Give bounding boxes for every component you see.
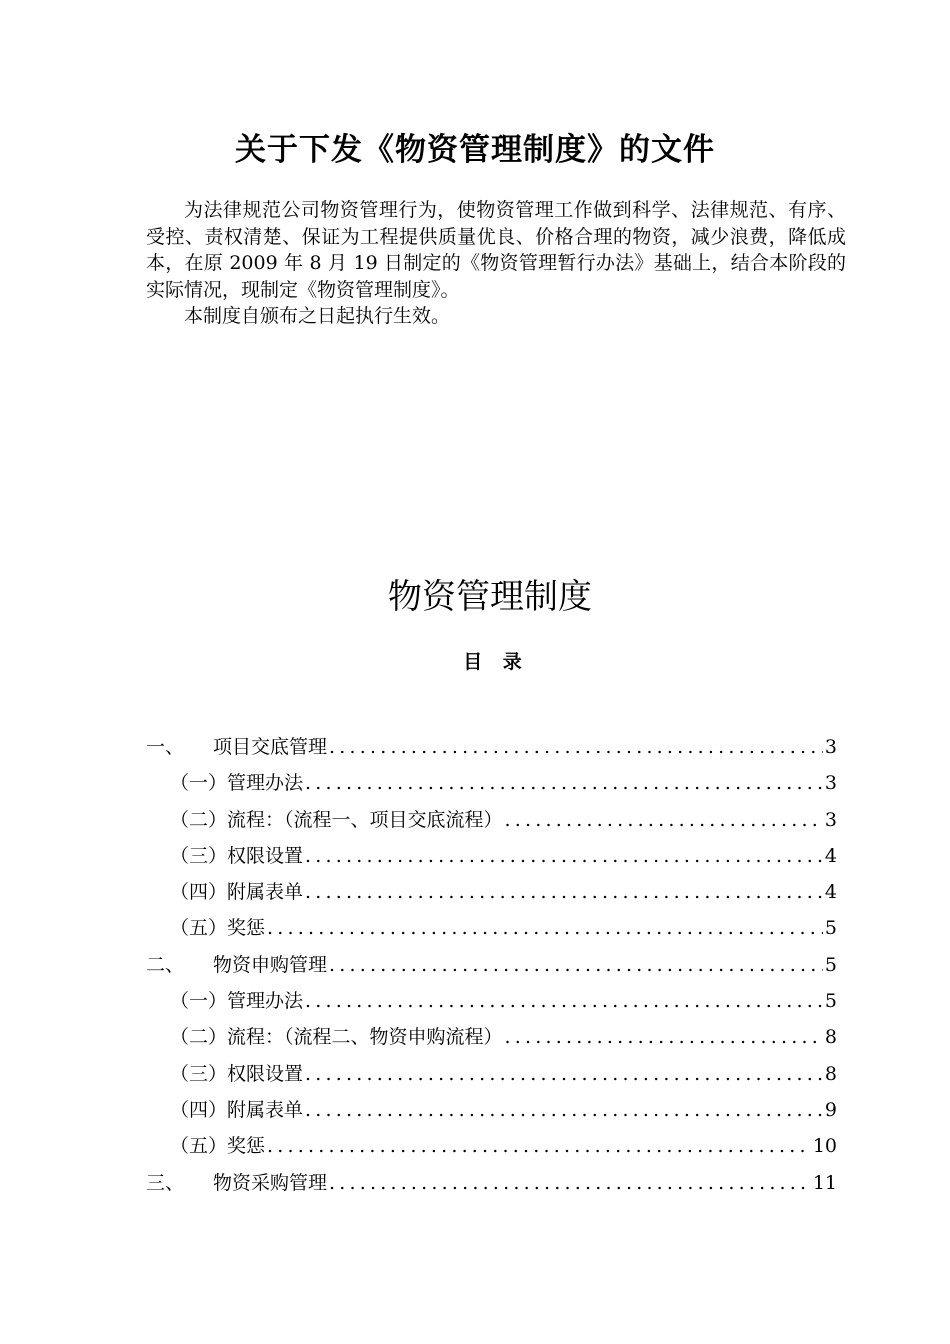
toc-entry-page-number: 11 xyxy=(812,1171,837,1194)
notice-title: 关于下发《物资管理制度》的文件 xyxy=(235,132,715,168)
toc-entry[interactable] xyxy=(146,733,837,769)
toc-entry-title: （三）权限设置 xyxy=(170,844,304,867)
toc-entry[interactable] xyxy=(146,1169,837,1205)
toc-entry-page-number: 3 xyxy=(824,736,837,758)
toc-entry[interactable] xyxy=(146,1132,837,1168)
table-of-contents xyxy=(146,733,837,1205)
toc-entry-page-number: 8 xyxy=(824,1026,837,1049)
toc-entry-page-number: 3 xyxy=(824,808,837,831)
toc-entry-page-number: 4 xyxy=(824,881,837,904)
notice-body xyxy=(146,197,846,330)
toc-leader-dots xyxy=(267,914,823,942)
toc-entry-number: 二、 xyxy=(146,953,185,976)
toc-entry[interactable] xyxy=(146,987,837,1023)
toc-entry-title: （四）附属表单 xyxy=(170,881,304,904)
toc-entry-page-number: 5 xyxy=(824,990,837,1013)
toc-entry-page-number: 3 xyxy=(824,772,837,795)
toc-leader-dots xyxy=(305,1060,823,1088)
toc-entry[interactable] xyxy=(146,1096,837,1132)
toc-leader-dots xyxy=(305,1096,823,1124)
toc-entry-title: （三）权限设置 xyxy=(170,1062,304,1085)
toc-entry-page-number: 10 xyxy=(812,1135,837,1158)
toc-entry-title: （二）流程：（流程二、物资申购流程） xyxy=(170,1026,503,1049)
toc-leader-dots xyxy=(267,1132,811,1160)
toc-entry[interactable] xyxy=(146,806,837,842)
toc-leader-dots xyxy=(329,733,823,761)
toc-entry-title: （五）奖惩 xyxy=(170,917,266,940)
toc-entry-page-number: 5 xyxy=(824,953,837,976)
toc-entry-page-number: 8 xyxy=(824,1062,837,1085)
toc-entry-title: 物资申购管理 xyxy=(213,953,328,976)
toc-entry-title: （一）管理办法 xyxy=(170,772,304,795)
toc-entry-title: （四）附属表单 xyxy=(170,1098,304,1121)
toc-entry-page-number: 9 xyxy=(824,1098,837,1121)
toc-leader-dots xyxy=(305,769,823,797)
toc-leader-dots xyxy=(305,878,823,906)
toc-entry[interactable] xyxy=(146,1023,837,1059)
toc-entry[interactable] xyxy=(146,769,837,805)
toc-entry[interactable] xyxy=(146,914,837,950)
toc-leader-dots xyxy=(505,1023,823,1051)
toc-leader-dots xyxy=(329,951,823,979)
toc-entry-title: 项目交底管理 xyxy=(213,736,328,758)
toc-entry-page-number: 4 xyxy=(824,844,837,867)
notice-paragraph: 本制度自颁布之日起执行生效。 xyxy=(184,305,451,327)
notice-paragraph: 为法律规范公司物资管理行为，使物资管理工作做到科学、法律规范、有序、受控、责权清楚、保证为工程提供质量优良、价格合理的物资，减少浪费，降低成本，在原 2009 年 8 月 19 日制定的《物资管理暂行办法》基础上，结合本阶段的实际情况，现制定《物资管理制度》。 xyxy=(146,199,846,301)
toc-entry-number: 一、 xyxy=(146,736,185,758)
toc-entry-title: 物资采购管理 xyxy=(213,1171,328,1194)
document-title: 物资管理制度 xyxy=(388,577,592,617)
toc-entry[interactable] xyxy=(146,951,837,987)
toc-entry-title: （五）奖惩 xyxy=(170,1135,266,1158)
toc-entry-number: 三、 xyxy=(146,1171,185,1194)
toc-leader-dots xyxy=(305,842,823,870)
toc-leader-dots xyxy=(305,987,823,1015)
toc-entry[interactable] xyxy=(146,842,837,878)
toc-heading: 目 录 xyxy=(463,651,522,673)
toc-entry-title: （一）管理办法 xyxy=(170,990,304,1013)
toc-leader-dots xyxy=(329,1169,811,1197)
toc-leader-dots xyxy=(505,806,823,834)
toc-entry-page-number: 5 xyxy=(824,917,837,940)
toc-entry[interactable] xyxy=(146,1060,837,1096)
toc-entry-title: （二）流程：（流程一、项目交底流程） xyxy=(170,808,503,831)
toc-entry[interactable] xyxy=(146,878,837,914)
